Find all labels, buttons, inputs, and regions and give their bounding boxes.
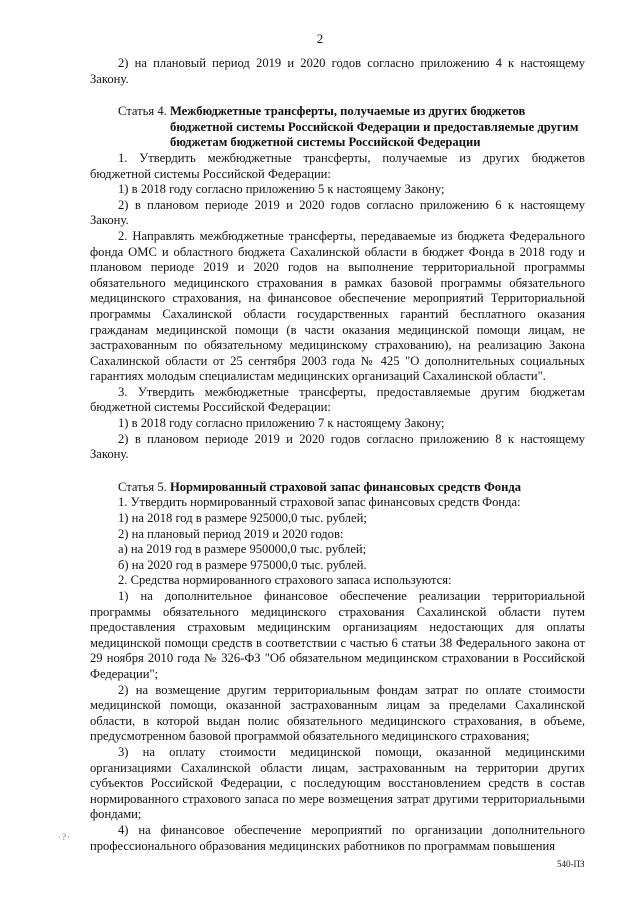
article-5-item-1-2b: б) на 2020 год в размере 975000,0 тыс. рублей.	[118, 557, 367, 572]
article-5-item-2-3: 3) на оплату стоимости медицинской помощи, оказанной медицинскими организациями Сахалинской области лицам, застрахованным на территории других субъектов Российской Федерации, с последующим восстановлением средств в состав нормированного страхового запаса по мере возмещения затрат другими территориальными фондами;	[90, 744, 585, 822]
page-number: 2	[316, 31, 324, 46]
document-body	[90, 56, 585, 854]
article-4-item-3-2: 2) в плановом периоде 2019 и 2020 годов согласно приложению 8 к настоящему Закону.	[90, 431, 585, 462]
article-5-item-1-2a: а) на 2019 год в размере 950000,0 тыс. рублей;	[118, 542, 367, 557]
spacer	[90, 463, 585, 480]
paragraph-top: 2) на плановый период 2019 и 2020 годов согласно приложению 4 к настоящему Закону.	[90, 56, 585, 86]
article-4-paragraph-1: 1. Утвердить межбюджетные трансферты, получаемые из других бюджетов бюджетной системы Российской Федерации:	[90, 150, 585, 181]
article-4-item-3-1: 1) в 2018 году согласно приложению 7 к настоящему Закону;	[118, 416, 445, 431]
article-4-item-1-1: 1) в 2018 году согласно приложению 5 к настоящему Закону;	[118, 182, 445, 197]
article-4-prefix: Статья 4.	[118, 104, 170, 119]
footer-document-code: 540-ПЗ	[557, 859, 585, 869]
article-4-paragraph-2: 2. Направлять межбюджетные трансферты, передаваемые из бюджета Федерального фонда ОМС и областного бюджета Сахалинской области в бюджет Фонда в 2018 году и плановом периоде 2019 и 2020 годов на выполнение территориальной программы обязательного медицинского страхования в рамках базовой программы обязательного медицинского страхования, на финансовое обеспечение мероприятий Территориальной программы Сахалинской области государственных гарантий бесплатного оказания гражданам медицинской помощи (в части оказания медицинской помощи лицам, не застрахованным по обязательному медицинскому страхованию), на реализацию Закона Сахалинской области от 25 сентября 2003 года № 425 "О дополнительных социальных гарантиях молодым специалистам медицинских организаций Сахалинской области".	[90, 228, 585, 384]
article-4-title: Межбюджетные трансферты, получаемые из других бюджетов бюджетной системы Российской Федерации и предоставляемые другим бюджетам бюджетной системы Российской Федерации	[169, 104, 579, 150]
spacer	[90, 87, 585, 104]
article-5-heading	[90, 480, 585, 496]
margin-mark: ·?·	[58, 832, 71, 842]
article-4-paragraph-3: 3. Утвердить межбюджетные трансферты, предоставляемые другим бюджетам бюджетной системы Российской Федерации:	[90, 384, 585, 415]
article-5-title: Нормированный страховой запас финансовых средств Фонда	[169, 479, 522, 494]
article-5-item-1-1: 1) на 2018 год в размере 925000,0 тыс. рублей;	[118, 511, 367, 526]
article-4-heading	[90, 104, 585, 151]
article-5-paragraph-1: 1. Утвердить нормированный страховой запас финансовых средств Фонда:	[118, 495, 521, 510]
article-5-item-2-2: 2) на возмещение другим территориальным фондам затрат по оплате стоимости медицинской помощи, оказанной застрахованным лицам за пределами Сахалинской области, в которой выдан полис обязательного медицинского страхования, в объеме, предусмотренном базовой программой обязательного медицинского страхования;	[90, 682, 585, 744]
article-5-item-2-1: 1) на дополнительное финансовое обеспечение реализации территориальной программы обязательного медицинского страхования Сахалинской области путем предоставления страховым медицинским организациям недостающих для оплаты медицинской помощи средств в соответствии с частью 6 статьи 38 Федерального закона от 29 ноября 2010 года № 326-ФЗ "Об обязательном медицинском страховании в Российской Федерации";	[90, 589, 585, 681]
article-5-paragraph-2: 2. Средства нормированного страхового запаса используются:	[118, 573, 452, 588]
article-5-item-2-4: 4) на финансовое обеспечение мероприятий по организации дополнительного профессионального образования медицинских работников по программам повышения	[90, 822, 585, 853]
article-4-item-1-2: 2) в плановом периоде 2019 и 2020 годов согласно приложению 6 к настоящему Закону.	[90, 197, 585, 228]
article-5-prefix: Статья 5.	[118, 479, 170, 494]
article-5-item-1-2: 2) на плановый период 2019 и 2020 годов:	[118, 526, 344, 541]
